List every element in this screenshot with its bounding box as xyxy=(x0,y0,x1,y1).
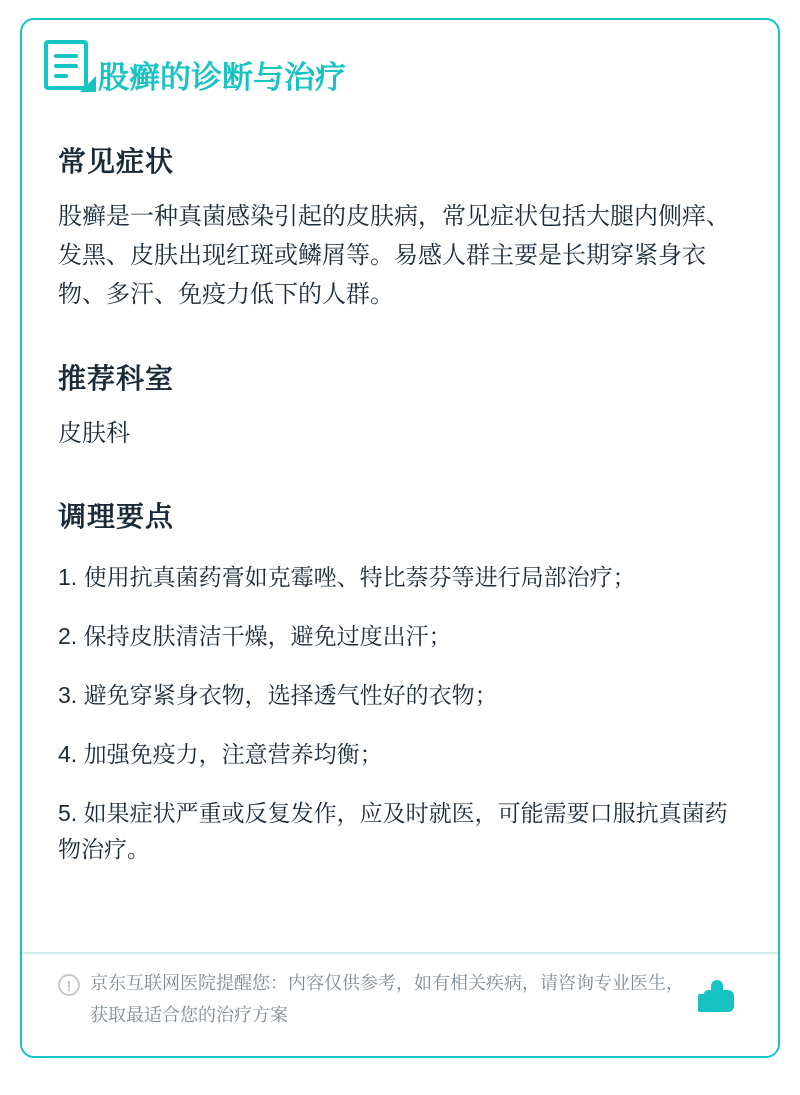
section-heading-care-points: 调理要点 xyxy=(58,501,175,533)
section-heading-department: 推荐科室 xyxy=(58,362,175,394)
page-title: 股癣的诊断与治疗 xyxy=(98,60,346,95)
section-heading-symptoms: 常见症状 xyxy=(58,146,175,178)
list-item: 2. 保持皮肤清洁干燥，避免过度出汗； xyxy=(58,623,452,650)
thumbs-up-icon[interactable] xyxy=(696,978,742,1024)
info-icon: ! xyxy=(58,974,80,996)
list-item: 3. 避免穿紧身衣物，选择透气性好的衣物； xyxy=(58,681,498,708)
list-item: 4. 加强免疫力，注意营养均衡； xyxy=(58,740,383,767)
section-text-department: 皮肤科 xyxy=(58,419,130,447)
document-icon xyxy=(40,38,96,94)
footer-disclaimer xyxy=(22,952,778,1056)
disclaimer-text: 京东互联网医院提醒您：内容仅供参考，如有相关疾病，请咨询专业医生，获取最适合您的治疗方案 xyxy=(90,973,684,1025)
section-text-symptoms: 股癣是一种真菌感染引起的皮肤病，常见症状包括大腿内侧痒、发黑、皮肤出现红斑或鳞屑等。易感人群主要是长期穿紧身衣物、多汗、免疫力低下的人群。 xyxy=(58,203,730,309)
info-card xyxy=(20,18,780,1058)
list-item: 5. 如果症状严重或反复发作，应及时就医，可能需要口服抗真菌药物治疗。 xyxy=(58,799,728,863)
list-item: 1. 使用抗真菌药膏如克霉唑、特比萘芬等进行局部治疗； xyxy=(58,564,636,591)
care-points-list xyxy=(58,559,742,868)
